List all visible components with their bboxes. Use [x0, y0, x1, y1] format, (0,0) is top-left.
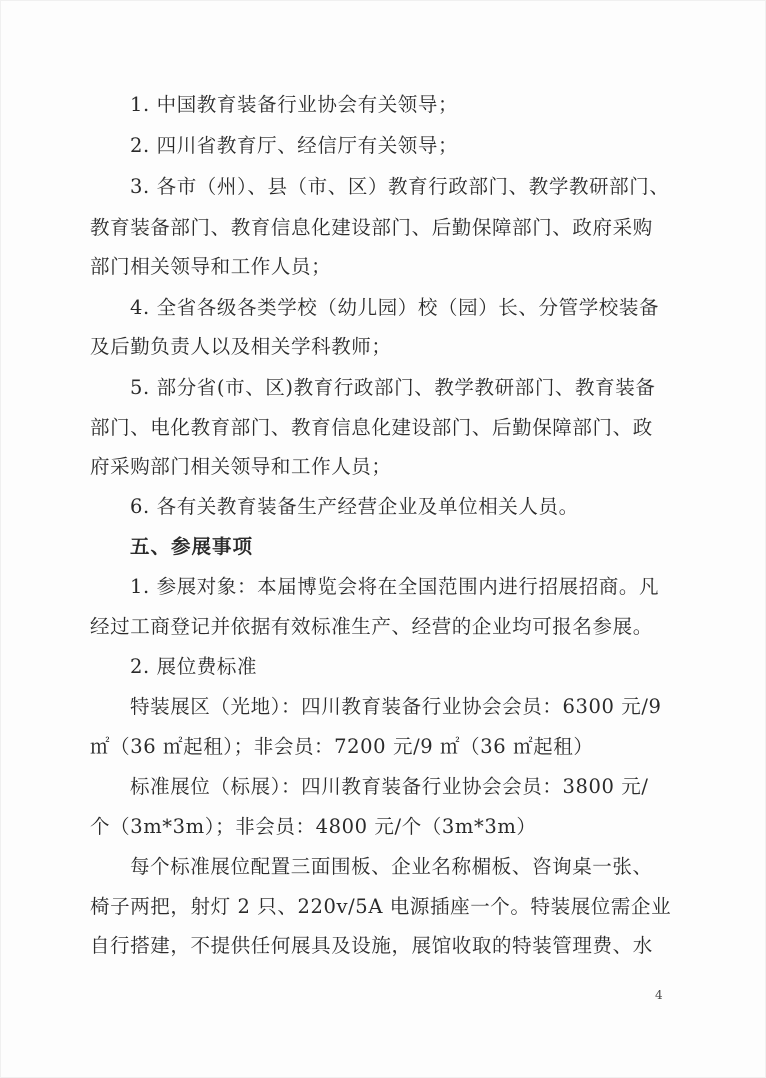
text-line: 教育装备部门、教育信息化建设部门、后勤保障部门、政府采购 — [90, 216, 653, 239]
text-line: 及后勤负责人以及相关学科教师； — [90, 335, 392, 358]
text-line: 府采购部门相关领导和工作人员； — [90, 455, 392, 478]
text-line: 5. 部分省(市、区)教育行政部门、教学教研部门、教育装备 — [130, 376, 656, 399]
text-line: 标准展位（标展）：四川教育装备行业协会会员：3800 元/ — [130, 775, 649, 798]
text-line: 部门、电化教育部门、教育信息化建设部门、后勤保障部门、政 — [90, 416, 653, 439]
text-line: 自行搭建，不提供任何展具及设施，展馆收取的特装管理费、水 — [90, 934, 653, 957]
text-line: 2. 展位费标准 — [130, 655, 258, 678]
text-line: 1. 参展对象：本届博览会将在全国范围内进行招展招商。凡 — [130, 575, 660, 598]
text-line: 椅子两把，射灯 2 只、220v/5A 电源插座一个。特装展位需企业 — [90, 895, 672, 918]
text-line: ㎡（36 ㎡起租）；非会员：7200 元/9 ㎡（36 ㎡起租） — [90, 735, 594, 758]
text-line: 经过工商登记并依据有效标准生产、经营的企业均可报名参展。 — [90, 615, 653, 638]
text-line: 特装展区（光地）：四川教育装备行业协会会员：6300 元/9 — [130, 695, 662, 718]
text-line: 部门相关领导和工作人员； — [90, 255, 332, 278]
text-line: 4. 全省各级各类学校（幼儿园）校（园）长、分管学校装备 — [130, 296, 660, 319]
text-line: 每个标准展位配置三面围板、企业名称楣板、咨询桌一张、 — [130, 855, 653, 878]
text-line: 1. 中国教育装备行业协会有关领导； — [130, 93, 459, 116]
text-line: 2. 四川省教育厅、经信厅有关领导； — [130, 134, 459, 157]
page-number: 4 — [655, 988, 663, 1002]
text-line: 6. 各有关教育装备生产经营企业及单位相关人员。 — [130, 495, 579, 518]
section-heading: 五、参展事项 — [130, 535, 254, 558]
text-line: 3. 各市（州）、县（市、区）教育行政部门、教学教研部门、 — [130, 175, 670, 198]
text-line: 个（3m*3m）；非会员：4800 元/个（3m*3m） — [90, 815, 537, 838]
